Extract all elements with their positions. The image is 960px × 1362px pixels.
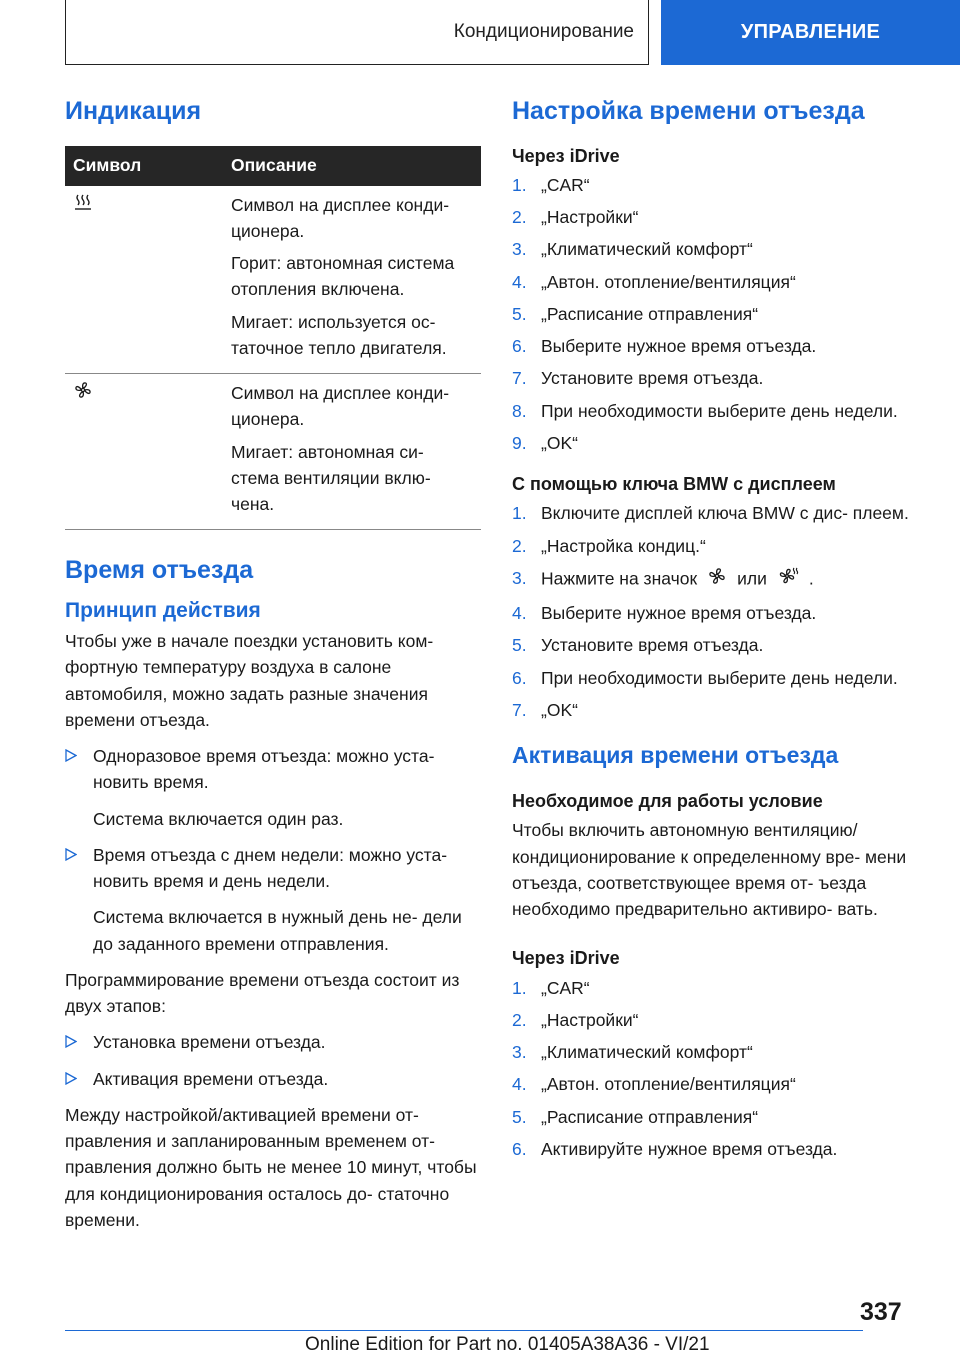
- list-item: 4. „Автон. отопление/вентиляция“: [512, 1074, 796, 1095]
- table-cell-text: Символ на дисплее конди- ционера.: [231, 383, 450, 430]
- fan-icon: [707, 566, 727, 593]
- header-section-title: Кондиционирование: [453, 21, 634, 42]
- table-row: [65, 374, 481, 530]
- table-cell-text: Мигает: используется ос- таточное тепло двигателя.: [231, 311, 447, 358]
- header-chapter-tab: [661, 0, 960, 65]
- list-item: 5. Установите время отъезда.: [512, 635, 764, 656]
- triangle-bullet-icon: [65, 1035, 77, 1048]
- list-item: 3. „Климатический комфорт“: [512, 239, 753, 260]
- list-item: 3. Нажмите на значок или .: [512, 565, 932, 594]
- list-item: 1. „CAR“: [512, 174, 590, 195]
- programming-text: Программирование времени отъезда состоит из двух этапов:: [65, 969, 460, 1017]
- list-item: 5. „Расписание отправления“: [512, 303, 759, 324]
- header-section-tab: [65, 0, 649, 65]
- list-item: 2. „Настройка кондиц.“: [512, 535, 706, 556]
- key-steps-list: [512, 500, 932, 723]
- list-item: Установка времени отъезда.: [65, 1029, 481, 1055]
- idrive-steps-list: [512, 172, 932, 456]
- list-item: 2. „Настройки“: [512, 207, 639, 228]
- triangle-bullet-icon: [65, 749, 77, 762]
- via-idrive-heading: Через iDrive: [512, 145, 620, 166]
- activation-steps-list: [512, 975, 932, 1163]
- via-idrive-heading-2: Через iDrive: [512, 948, 620, 969]
- requirement-heading: Необходимое для работы условие: [512, 790, 823, 811]
- table-header-row: [65, 146, 481, 186]
- list-item: 6. При необходимости выберите день недели.: [512, 667, 898, 688]
- principle-text: Чтобы уже в начале поездки установить ком- фортную температуру воздуха в салоне автомобиля, можно задать разные значения времени отъезда.: [65, 631, 434, 730]
- table-header-description: Описание: [223, 146, 481, 186]
- list-item: Время отъезда с днем недели: можно уста- новить время и день недели. Система включается в нужный день не- дели до заданного времени отправления.: [65, 842, 481, 957]
- page-number: 337: [860, 1298, 902, 1326]
- setting-title: Настройка времени отъезда: [512, 97, 865, 125]
- list-item: 8. При необходимости выберите день недели.: [512, 400, 898, 421]
- list-item: 4. „Автон. отопление/вентиляция“: [512, 271, 796, 292]
- fan-icon: [73, 384, 93, 404]
- header-chapter-title: УПРАВЛЕНИЕ: [740, 21, 881, 43]
- key-heading: С помощью ключа BMW с дисплеем: [512, 474, 836, 495]
- triangle-bullet-icon: [65, 1072, 77, 1085]
- principle-title: Принцип действия: [65, 598, 261, 622]
- table-cell-text: Символ на дисплее конди- ционера.: [231, 194, 450, 241]
- interval-text: Между настройкой/активацией времени от- правления и запланированным временем от- правления должно быть не менее 10 минут, чтобы для кондиционирования осталось до- статочно времени.: [65, 1104, 477, 1230]
- list-item: 1. Включите дисплей ключа BMW с дис- плеем.: [512, 503, 909, 524]
- departure-time-title: Время отъезда: [65, 556, 254, 585]
- indication-table: [65, 146, 481, 531]
- activation-title: Активация времени отъезда: [512, 742, 839, 769]
- mode-list: [65, 743, 481, 957]
- heating-icon: [73, 196, 93, 216]
- list-item: 4. Выберите нужное время отъезда.: [512, 603, 817, 624]
- stage-list: [65, 1029, 481, 1092]
- list-item: 1. „CAR“: [512, 977, 590, 998]
- list-item: Активация времени отъезда.: [65, 1066, 481, 1092]
- footer-divider: [65, 1330, 863, 1331]
- indication-title: Индикация: [65, 97, 202, 125]
- requirement-text: Чтобы включить автономную вентиляцию/ кондиционирование к определенному вре- мени отъезда, соответствующее время от- ъезда необходимо предварительно активиро- вать.: [512, 820, 907, 920]
- left-column: [65, 95, 481, 1233]
- fan-heating-icon: [777, 565, 799, 594]
- right-column: [512, 95, 932, 1168]
- list-item: 2. „Настройки“: [512, 1009, 639, 1030]
- table-cell-text: Мигает: автономная си- стема вентиляции вклю- чена.: [231, 441, 431, 514]
- footer-edition: Online Edition for Part no. 01405A38A36 - VI/21: [305, 1334, 710, 1355]
- list-item: 7. „OK“: [512, 699, 578, 720]
- table-header-symbol: Символ: [65, 146, 223, 186]
- list-item: 7. Установите время отъезда.: [512, 368, 764, 389]
- table-cell-text: Горит: автономная система отопления включена.: [231, 253, 455, 300]
- table-row: [65, 186, 481, 374]
- list-item: 3. „Климатический комфорт“: [512, 1042, 753, 1063]
- list-item: 6. Активируйте нужное время отъезда.: [512, 1138, 838, 1159]
- triangle-bullet-icon: [65, 848, 77, 861]
- list-item: 5. „Расписание отправления“: [512, 1106, 759, 1127]
- list-item: 9. „OK“: [512, 432, 578, 453]
- list-item: 6. Выберите нужное время отъезда.: [512, 336, 817, 357]
- list-item: Одноразовое время отъезда: можно уста- новить время. Система включается один раз.: [65, 743, 481, 832]
